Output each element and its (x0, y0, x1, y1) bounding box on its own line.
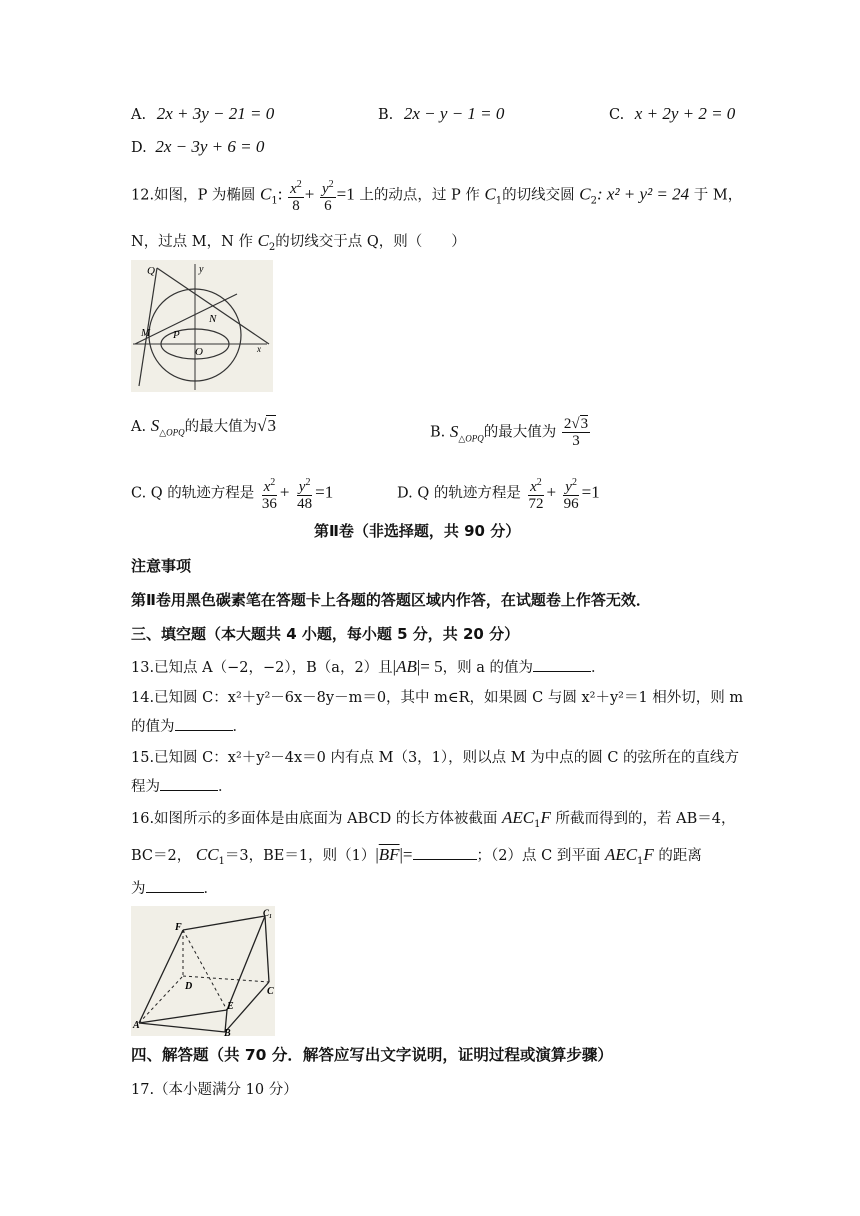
q12-circle-eq: : x² + y² = 24 (597, 184, 690, 204)
q12-c2: C (579, 184, 591, 204)
q12-number: 12.如图， (131, 187, 198, 204)
q11-option-a-label: A. (131, 107, 147, 123)
q16-figure (131, 906, 275, 1036)
q12-option-d-text: D. Q 的轨迹方程是 (397, 485, 521, 502)
q15-line2 (131, 776, 233, 797)
q17-heading: 17.（本小题满分 10 分） (131, 1082, 298, 1098)
q12-option-c-text: C. Q 的轨迹方程是 (131, 485, 255, 502)
q12-option-b-text: 的最大值为 (483, 424, 557, 441)
q16-cc1: CC (195, 845, 219, 864)
q11-option-b-row (378, 104, 504, 125)
q12-option-a-label: A. (131, 419, 147, 435)
q16-line2-b: ＝3，BE＝1，则（1） (224, 848, 376, 864)
q11-option-c-row (609, 104, 735, 125)
q15-line2-text: 程为 (131, 779, 160, 795)
q13-text-a: 13.已知点 A（−2，−2），B（a，2）且 (131, 660, 393, 676)
q12-frac-c2: $\frac{y^2}{48}$ (297, 477, 313, 512)
q12-option-a-text: 的最大值为 (184, 419, 258, 435)
q14-line2 (131, 716, 247, 737)
q14-end: ． (232, 719, 247, 735)
q11-options-row1 (131, 104, 274, 125)
q12-label-o: O (195, 346, 203, 358)
q16-diagram (131, 906, 275, 1036)
q12-label-m: M (141, 327, 151, 339)
q16-label-d: D (185, 981, 193, 992)
q12-s-opq-a: $S_{\triangle OPQ}$ (150, 416, 185, 438)
q12-frac-x: $\frac{x^2}{8}$ (290, 179, 302, 214)
q12-figure (131, 260, 273, 392)
q12-c2b: C (257, 231, 269, 250)
q13-text-b: ，则 a 的值为 (442, 660, 533, 676)
q11-option-a: 2x + 3y − 21 = 0 (156, 104, 275, 123)
q11-option-b: 2x − y − 1 = 0 (403, 104, 505, 123)
q16-label-a: A (133, 1020, 140, 1031)
notice-text: 第Ⅱ卷用黑色碳素笔在答题卡上各题的答题区域内作答，在试题卷上作答无效． (131, 591, 651, 609)
q12-text: P 为椭圆 (197, 187, 256, 204)
q14-answer-blank[interactable] (175, 716, 233, 731)
q12-option-b (430, 416, 591, 449)
q16-line1-b: 所截而得到的，若 AB＝4， (555, 811, 736, 827)
q12-frac-d2: $\frac{y^2}{96}$ (563, 477, 579, 512)
q12-line2-b: 的切线交于点 Q，则（ ） (275, 234, 466, 250)
notice-title: 注意事项 (131, 557, 192, 575)
q13: 13.已知点 A（−2，−2），B（a，2）且|AB|= 5，则 a 的值为 ． (131, 657, 606, 676)
q11-option-b-label: B. (378, 107, 394, 123)
q16-line2: BC＝2， $CC_1=3$，BE＝1，则$(1)|\overline{BF}|=$ ；（2）点 C 到平面 $AEC_1F$ 的距离 (131, 845, 702, 867)
q11-option-c: x + 2y + 2 = 0 (634, 104, 736, 123)
q12-line1: 12.如图，P 为椭圆 $C_1$: $\frac{x^2}{8}$ + $\frac{y^2}{6}$ =1 上的动点，过 P 作 $C_1$的切线交圆 $C_2$: x² + y² = 24 于 M， (131, 179, 743, 214)
q16-label-f: F (175, 922, 182, 933)
q12-label-x: x (257, 344, 261, 354)
q12-diagram (131, 260, 273, 392)
q12-option-a: A. $S_{\triangle OPQ}$的最大值为√3 (131, 416, 276, 438)
q12-s-opq-b: $S_{\triangle OPQ}$ (449, 421, 484, 443)
q16-label-c1: C₁ (263, 908, 273, 918)
q12-option-d: D. Q 的轨迹方程是 $\frac{x^2}{72}$ + $\frac{y^2}{96}$ =1 (397, 477, 600, 512)
q16-line2-a: BC＝2， (131, 848, 192, 864)
q13-answer-blank[interactable] (533, 657, 591, 672)
fill-section-title: 三、填空题（本大题共 4 小题，每小题 5 分，共 20 分） (131, 625, 520, 643)
q13-end: ． (590, 660, 606, 676)
q12-c1b: C (484, 184, 496, 204)
q16-line3-text: 为 (131, 881, 146, 897)
q12-label-p: P (173, 329, 180, 341)
q15-end: ． (218, 779, 233, 795)
q15-answer-blank[interactable] (160, 776, 218, 791)
q12-c1: C (260, 184, 272, 204)
q16-end: ． (203, 881, 218, 897)
q16-line2-d: 的距离 (658, 848, 702, 864)
q12-frac-d1: $\frac{x^2}{72}$ (528, 477, 544, 512)
q12-text-4: 于 M， (693, 187, 743, 204)
q16-answer-blank-2[interactable] (146, 878, 204, 893)
q12-frac-b: $\frac{2√3}{3}$ (563, 416, 589, 449)
q16-label-c: C (267, 986, 274, 997)
q11-option-c-label: C. (609, 107, 625, 123)
q12-option-c: C. Q 的轨迹方程是 $\frac{x^2}{36}$ + $\frac{y^2}{48}$ =1 (131, 477, 334, 512)
q11-option-d-row (131, 137, 264, 158)
q16-label-e: E (227, 1001, 234, 1012)
q12-line2: N，过点 M，N 作 $C_2$的切线交于点 Q，则（ ） (131, 231, 466, 253)
q11-option-d: 2x − 3y + 6 = 0 (155, 137, 265, 156)
q12-option-b-label: B. (430, 424, 446, 441)
q16-answer-blank-1[interactable] (413, 845, 477, 860)
q16-line1: 16.如图所示的多面体是由底面为 ABCD 的长方体被截面 $AEC_1F$ 所截而得到的，若 AB＝4， (131, 808, 736, 830)
q12-text-2: 上的动点，过 P 作 (359, 187, 480, 204)
q12-label-y: y (199, 264, 204, 275)
q16-line3 (131, 878, 218, 899)
q12-line2-a: N，过点 M，N 作 (131, 234, 253, 250)
q12-label-q: Q (147, 265, 155, 277)
section4-title: 四、解答题（共 70 分．解答应写出文字说明，证明过程或演算步骤） (131, 1046, 613, 1064)
q16-plane-a: AEC (502, 808, 535, 827)
q12-frac-y: $\frac{y^2}{6}$ (321, 179, 334, 214)
section2-title: 第Ⅱ卷（非选择题，共 90 分） (314, 522, 521, 540)
q16-label-b: B (224, 1028, 231, 1036)
q16-plane-b: AEC (604, 845, 638, 864)
q14-line2-text: 的值为 (131, 719, 175, 735)
q15-line1: 15.已知圆 C：x²＋y²－4x＝0 内有点 M（3，1），则以点 M 为中点的圆 C 的弦所在的直线方 (131, 750, 740, 766)
q12-text-3: 的切线交圆 (502, 187, 575, 204)
q12-label-n: N (209, 313, 217, 325)
q12-frac-c1: $\frac{x^2}{36}$ (261, 477, 277, 512)
q16-line1-a: 16.如图所示的多面体是由底面为 ABCD 的长方体被截面 (131, 811, 498, 827)
q16-line2-c: ；（2）点 C 到平面 (476, 848, 601, 864)
q11-option-d-label: D. (131, 140, 147, 156)
q14-line1: 14.已知圆 C：x²＋y²－6x－8y－m＝0，其中 m∈R，如果圆 C 与圆 x²＋y²＝1 相外切，则 m (131, 690, 744, 706)
